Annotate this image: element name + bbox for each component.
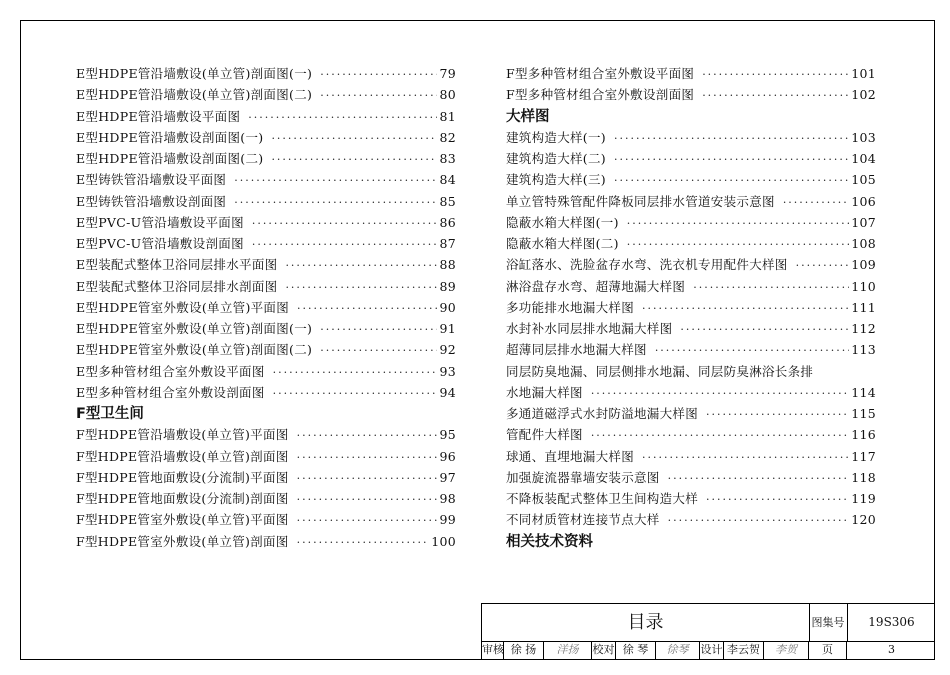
toc-entry-page: 112: [851, 321, 876, 336]
designer-signature: 李贺: [764, 641, 809, 659]
dot-leader: [297, 451, 438, 464]
page-number: 3: [888, 643, 895, 656]
toc-entry[interactable]: [76, 532, 456, 553]
toc-entry-title: 单立管特殊管配件降板同层排水管道安装示意图: [506, 193, 775, 209]
sheet-title: 目录: [482, 604, 810, 641]
toc-entry-title: E型铸铁管沿墙敷设平面图: [76, 172, 227, 188]
dot-leader: [234, 174, 437, 187]
page-label: 页: [809, 641, 847, 659]
dot-leader: [702, 68, 849, 81]
toc-entry-title: F型多种管材组合室外敷设剖面图: [506, 87, 695, 103]
toc-entry[interactable]: [76, 362, 456, 383]
dot-leader: [285, 259, 437, 272]
toc-entry-title: E型HDPE管沿墙敷设(单立管)剖面图(二): [76, 87, 313, 103]
toc-entry[interactable]: [506, 255, 876, 276]
dot-leader: [796, 259, 850, 272]
toc-entry-title: F型HDPE管室外敷设(单立管)平面图: [76, 512, 289, 528]
section-heading: F型卫生间: [76, 406, 144, 422]
dot-leader: [668, 472, 850, 485]
toc-entry-page: 82: [439, 129, 456, 145]
dot-leader: [271, 153, 437, 166]
dot-leader: [297, 429, 438, 442]
toc-entry[interactable]: [76, 319, 456, 340]
toc-entry-title: 浴缸落水、洗脸盆存水弯、洗衣机专用配件大样图: [506, 257, 788, 273]
toc-entry[interactable]: [506, 234, 876, 255]
dot-leader: [655, 344, 849, 357]
toc-entry-page: 101: [851, 66, 876, 81]
dot-leader: [285, 281, 437, 294]
toc-entry-page: 111: [851, 299, 876, 315]
toc-entry-title: E型HDPE管室外敷设(单立管)剖面图(一): [76, 321, 313, 336]
toc-entry[interactable]: [76, 510, 456, 531]
toc-entry-title: E型PVC-U管沿墙敷设平面图: [76, 214, 244, 230]
dot-leader: [783, 196, 849, 209]
dot-leader: [297, 472, 438, 485]
dot-leader: [642, 451, 849, 464]
toc-entry-page: 105: [851, 172, 876, 188]
section-heading: 大样图: [506, 108, 550, 125]
toc-entry-page: 83: [439, 151, 456, 166]
section-heading: 相关技术资料: [506, 533, 593, 550]
reviewer-name: 徐 扬: [504, 641, 544, 659]
toc-entry-title: 水地漏大样图: [506, 384, 583, 400]
toc-entry-page: 107: [851, 214, 876, 230]
design-label: 设计: [700, 641, 724, 659]
toc-entry-title: E型铸铁管沿墙敷设剖面图: [76, 193, 227, 209]
toc-entry-page: 97: [439, 469, 456, 485]
toc-entry-page: 95: [439, 427, 456, 443]
toc-entry[interactable]: [506, 277, 876, 298]
toc-entry-page: 102: [851, 87, 876, 103]
toc-entry-page: 91: [439, 321, 456, 336]
toc-entry-title: F型多种管材组合室外敷设平面图: [506, 66, 695, 81]
toc-entry-page: 113: [851, 342, 876, 358]
toc-entry-title: 建筑构造大样(三): [506, 172, 606, 188]
toc-entry-page: 108: [851, 236, 876, 251]
toc-entry-page: 103: [851, 129, 876, 145]
toc-entry[interactable]: [76, 128, 456, 149]
toc-entry-page: 115: [851, 406, 876, 421]
toc-entry-page: 93: [439, 363, 456, 379]
toc-entry[interactable]: [506, 170, 876, 191]
toc-entry-page: 119: [851, 491, 876, 506]
toc-entry-title: E型多种管材组合室外敷设剖面图: [76, 384, 265, 400]
toc-entry[interactable]: [506, 510, 876, 531]
dot-leader: [234, 196, 437, 209]
toc-entry[interactable]: [506, 404, 876, 425]
atlas-number: 19S306: [868, 615, 915, 629]
toc-entry-page: 106: [851, 193, 876, 209]
dot-leader: [706, 408, 849, 421]
dot-leader: [271, 132, 437, 145]
toc-entry-title: 管配件大样图: [506, 427, 583, 443]
toc-entry[interactable]: [506, 489, 876, 510]
toc-entry-page: 117: [851, 448, 876, 464]
toc-entry-page: 114: [851, 384, 876, 400]
toc-entry-title: 隐蔽水箱大样图(二): [506, 236, 619, 251]
toc-entry-title: 多功能排水地漏大样图: [506, 299, 635, 315]
toc-entry-title: 建筑构造大样(二): [506, 151, 606, 166]
toc-entry[interactable]: [76, 149, 456, 170]
toc-entry-page: 84: [439, 172, 456, 188]
dot-leader: [702, 89, 849, 102]
toc-entry-page: 116: [851, 427, 876, 443]
toc-entry[interactable]: [76, 298, 456, 319]
dot-leader: [320, 68, 437, 81]
toc-entry[interactable]: [76, 213, 456, 234]
dot-leader: [680, 323, 849, 336]
dot-leader: [614, 153, 849, 166]
toc-entry[interactable]: [506, 468, 876, 489]
toc-entry[interactable]: [76, 340, 456, 361]
check-label: 校对: [592, 641, 616, 659]
toc-entry[interactable]: [506, 213, 876, 234]
toc-entry[interactable]: [506, 362, 876, 383]
toc-entry-title: E型HDPE管沿墙敷设剖面图(二): [76, 151, 264, 166]
atlas-number-label: 图集号: [809, 604, 848, 641]
designer-name: 李云贺: [724, 641, 764, 659]
toc-entry-page: 98: [439, 491, 456, 506]
dot-leader: [320, 323, 437, 336]
toc-entry-title: E型HDPE管沿墙敷设(单立管)剖面图(一): [76, 66, 313, 81]
toc-entry-title: 不同材质管材连接节点大样: [506, 512, 660, 528]
toc-entry-page: 87: [439, 236, 456, 251]
toc-entry-title: 建筑构造大样(一): [506, 129, 606, 145]
dot-leader: [252, 238, 438, 251]
dot-leader: [591, 429, 849, 442]
toc-entry-title: F型HDPE管沿墙敷设(单立管)平面图: [76, 427, 289, 443]
dot-leader: [642, 302, 849, 315]
toc-entry[interactable]: [76, 192, 456, 213]
review-label: 审核: [482, 641, 504, 659]
toc-entry[interactable]: [76, 255, 456, 276]
toc-entry-title: F型HDPE管沿墙敷设(单立管)剖面图: [76, 448, 289, 464]
reviewer-signature: 洋扬: [544, 641, 592, 659]
toc-entry-page: 86: [439, 214, 456, 230]
dot-leader: [591, 387, 849, 400]
toc-entry[interactable]: [76, 489, 456, 510]
toc-entry[interactable]: [76, 468, 456, 489]
dot-leader: [614, 174, 849, 187]
toc-entry-page: 109: [851, 257, 876, 273]
dot-leader: [614, 132, 849, 145]
toc-entry-title: E型多种管材组合室外敷设平面图: [76, 363, 265, 379]
toc-entry-title: 不降板装配式整体卫生间构造大样: [506, 491, 699, 506]
toc-entry[interactable]: [506, 128, 876, 149]
toc-entry-page: 99: [439, 512, 456, 528]
toc-entry-title: F型HDPE管室外敷设(单立管)剖面图: [76, 533, 289, 549]
dot-leader: [693, 281, 849, 294]
toc-entry[interactable]: [506, 298, 876, 319]
toc-entry-page: 96: [439, 448, 456, 464]
toc-entry-title: 同层防臭地漏、同层侧排水地漏、同层防臭淋浴长条排: [506, 363, 814, 379]
dot-leader: [252, 217, 438, 230]
toc-entry-title: 多通道磁浮式水封防溢地漏大样图: [506, 406, 699, 421]
toc-entry-page: 92: [439, 342, 456, 358]
toc-entry-title: 淋浴盘存水弯、超薄地漏大样图: [506, 278, 686, 294]
dot-leader: [627, 217, 849, 230]
toc-entry-page: 79: [439, 66, 456, 81]
toc-entry-title: E型HDPE管室外敷设(单立管)平面图: [76, 299, 290, 315]
toc-entry[interactable]: [76, 107, 456, 128]
dot-leader: [297, 536, 430, 549]
toc-entry-title: 球通、直埋地漏大样图: [506, 448, 635, 464]
dot-leader: [627, 238, 849, 251]
toc-entry[interactable]: [76, 447, 456, 468]
toc-entry-page: 85: [439, 193, 456, 209]
toc-entry-title: 隐蔽水箱大样图(一): [506, 214, 619, 230]
toc-left-column: [76, 64, 456, 553]
toc-entry[interactable]: [506, 425, 876, 446]
toc-entry-page: 80: [439, 87, 456, 103]
toc-entry-page: 89: [439, 278, 456, 294]
dot-leader: [273, 366, 438, 379]
toc-entry-page: 94: [439, 384, 456, 400]
toc-entry-title: E型装配式整体卫浴同层排水剖面图: [76, 278, 278, 294]
toc-entry[interactable]: [506, 149, 876, 170]
dot-leader: [320, 89, 437, 102]
toc-entry[interactable]: [506, 192, 876, 213]
toc-entry[interactable]: [506, 85, 876, 106]
toc-entry-title: E型HDPE管沿墙敷设平面图: [76, 108, 241, 124]
toc-entry-title: F型HDPE管地面敷设(分流制)平面图: [76, 469, 289, 485]
toc-entry-page: 100: [431, 533, 456, 549]
toc-entry-page: 88: [439, 257, 456, 273]
toc-entry-title: E型HDPE管室外敷设(单立管)剖面图(二): [76, 342, 313, 358]
checker-signature: 徐琴: [656, 641, 700, 659]
toc-entry[interactable]: [76, 64, 456, 85]
toc-entry-title: E型装配式整体卫浴同层排水平面图: [76, 257, 278, 273]
toc-entry-title: 加强旋流器靠墙安装示意图: [506, 469, 660, 485]
toc-entry[interactable]: [506, 383, 876, 404]
dot-leader: [320, 344, 437, 357]
toc-entry[interactable]: [506, 319, 876, 340]
toc-entry[interactable]: [76, 277, 456, 298]
toc-entry-page: 110: [851, 278, 876, 294]
toc-entry-page: 81: [439, 108, 456, 124]
toc-entry[interactable]: [506, 64, 876, 85]
checker-name: 徐 琴: [616, 641, 656, 659]
toc-entry-page: 120: [851, 512, 876, 528]
toc-entry[interactable]: [506, 340, 876, 361]
toc-entry[interactable]: [506, 447, 876, 468]
toc-right-column: [506, 64, 876, 553]
toc-entry[interactable]: [76, 425, 456, 446]
toc-entry-page: 90: [439, 299, 456, 315]
toc-entry[interactable]: [76, 383, 456, 404]
dot-leader: [248, 111, 437, 124]
toc-entry-page: 104: [851, 151, 876, 166]
toc-entry[interactable]: [76, 170, 456, 191]
toc-entry-title: F型HDPE管地面敷设(分流制)剖面图: [76, 491, 289, 506]
toc-entry-title: 水封补水同层排水地漏大样图: [506, 321, 673, 336]
toc-entry[interactable]: [76, 234, 456, 255]
title-block: [481, 603, 935, 660]
dot-leader: [273, 387, 438, 400]
toc-entry-page: 118: [851, 469, 876, 485]
dot-leader: [297, 514, 438, 527]
toc-entry-title: E型PVC-U管沿墙敷设剖面图: [76, 236, 244, 251]
toc-entry-title: 超薄同层排水地漏大样图: [506, 342, 647, 358]
dot-leader: [668, 514, 850, 527]
dot-leader: [297, 493, 438, 506]
toc-entry[interactable]: [76, 85, 456, 106]
dot-leader: [297, 302, 437, 315]
dot-leader: [706, 493, 849, 506]
toc-entry-title: E型HDPE管沿墙敷设剖面图(一): [76, 129, 264, 145]
